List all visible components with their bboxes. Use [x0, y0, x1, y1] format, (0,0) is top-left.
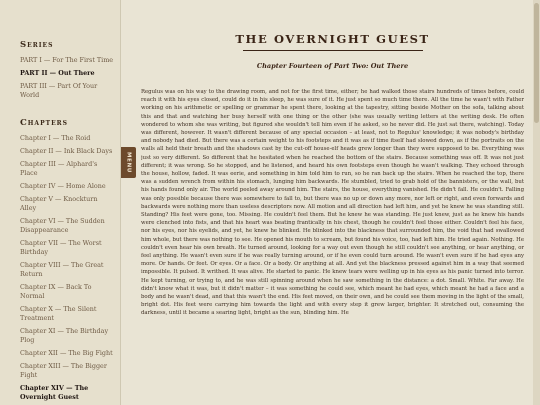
chapter-link-10[interactable]: Chapter X — The Silent Treatment [20, 305, 97, 322]
chapter-link-8[interactable]: Chapter VIII — The Great Return [20, 261, 104, 278]
chapter-list [20, 134, 120, 402]
chapter-link-14[interactable]: Chapter XIV — The Overnight Guest [20, 384, 89, 401]
chapter-link-1[interactable]: Chapter I — The Roid [20, 134, 91, 142]
story-title: THE OVERNIGHT GUEST [235, 32, 430, 46]
series-list [20, 56, 120, 100]
series-link-2[interactable]: PART II — Out There [20, 69, 95, 77]
sidebar [0, 0, 121, 405]
chapter-link-11[interactable]: Chapter XI — The Birthday Plog [20, 327, 109, 344]
chapter-link-13[interactable]: Chapter XIII — The Bigger Fight [20, 362, 107, 379]
chapter-body-paragraph: Regulus was on his way to the drawing room, and not for the first time, either; he had walked those stairs hundreds of times before, could reach it with his eyes closed, could do it in his sleep, he was sure of it. He just spent so much time there. All the time he wasn't with Father working on his arithmetic or spelling or grammar he spent there, looking at the tapestry, sitting beside Mother on the sofa, talking about this and that and watching her busy herself with one thing or the other (she was usually writing letters at the writing desk. He often wondered to whom she was writing, but figured she wouldn't tell him even if he asked, so he never did. He just sat there, watching). Today was different, however. It wasn't different because of any special occasion – at least, not to Regulus' knowledge; it was nobody's birthday and nobody had died. But there was a certain weight to his footsteps and it was as if time itself had slowed down, as if the portraits on the walls all held their breath and the shadows cast by the cut-off house-elf heads grew longer than they were supposed to be. Everything was just so very different. So different that he hesitated when he reached the bottom of the stairs. Because something was off. It was not just different; it was wrong. So he stopped, and he listened, and heard his own footsteps even though he wasn't walking. They echoed through the house, hollow, faded. It was eerie, and something in him told him to run, so he ran back up the stairs. When he reached the top, there was a sudden wrench from within his stomach, lunging him backwards. He stumbled, tried to grab hold of the bannisters, or the wall, but his hands found only air. The world peeled away around him. The stairs, the house, everything vanished. He didn't fall. He couldn't. Falling was only possible because there was somewhere to fall to, but there was no up or down any more, nor left or right, and even forwards and backwards were nothing more than useless descriptors now. All motion and all direction had left him, and yet he knew he was standing still. Standing? His feet were gone, too. Missing. He couldn't feel them. But he knew he was standing. He just knew, just as he knew his hands were clenched into fists, and that his heart was beating frantically in his chest, though he couldn't feel those either. Couldn't feel his face, nor his eyes, nor his eyelids, and yet, he knew he blinked. He blinked into the blackness that surrounded him, the void that had swallowed him whole, but there was nothing to see. He opened his mouth to scream, but found his voice, too, had left him. He tried again. Nothing. He couldn't even hear his own breath. He turned around, looking for a way out even though he still couldn't see anything, or hear anything, or feel anything. He wasn't even sure if he was really turning around, or if he even could turn around. He wasn't even sure if he had eyes any more. Or hands. Or feet. Or eyes. Or a face. Or a body. Or anything at all. And yet the blackness pressed against him in a way that seemed impossible. It pulsed. It writhed. It was alive. He started to panic. He knew tears were welling up in his eyes as his panic turned into terror. He kept turning, or trying to, and he was still spinning around when he saw something in the distance: a dot. Small. White. Far away. He didn't know what it was, but it didn't matter – it was something he could see, which meant he had eyes, which meant he had a face and a body and he wasn't dead, and that this wasn't the end. His feet moved, on their own, and he could see them moving in the light of the small, bright dot. His feet were carrying him towards the light and with every step it grew larger, brighter. It stretched out, consuming the darkness, until it became a searing light, bright as the sun, blinding him. He [141, 89, 524, 317]
scrollbar-thumb[interactable] [534, 3, 539, 123]
chapter-link-4[interactable]: Chapter IV — Home Alone [20, 182, 106, 190]
chapter-link-7[interactable]: Chapter VII — The Worst Birthday [20, 239, 102, 256]
series-heading: Series [20, 40, 54, 50]
page-scrollbar[interactable] [533, 0, 540, 405]
title-divider [243, 50, 423, 51]
chapters-section [20, 118, 120, 402]
story-content [141, 0, 524, 405]
chapter-subtitle: Chapter Fourteen of Part Two: Out There [256, 62, 409, 70]
series-link-3[interactable]: PART III — Part Of Your World [20, 82, 98, 99]
chapter-link-3[interactable]: Chapter III — Alphard's Place [20, 160, 98, 177]
chapter-link-9[interactable]: Chapter IX — Back To Normal [20, 283, 92, 300]
series-link-1[interactable]: PART I — For The First Time [20, 56, 114, 64]
chapter-link-12[interactable]: Chapter XII — The Big Fight [20, 349, 113, 357]
chapter-link-6[interactable]: Chapter VI — The Sudden Disappearance [20, 217, 105, 234]
chapters-heading: Chapters [20, 118, 68, 128]
menu-toggle-tab[interactable]: MENU [121, 147, 136, 178]
chapter-link-5[interactable]: Chapter V — Knockturn Alley [20, 195, 98, 212]
series-section [20, 40, 120, 100]
chapter-link-2[interactable]: Chapter II — Ink Black Days [20, 147, 113, 155]
